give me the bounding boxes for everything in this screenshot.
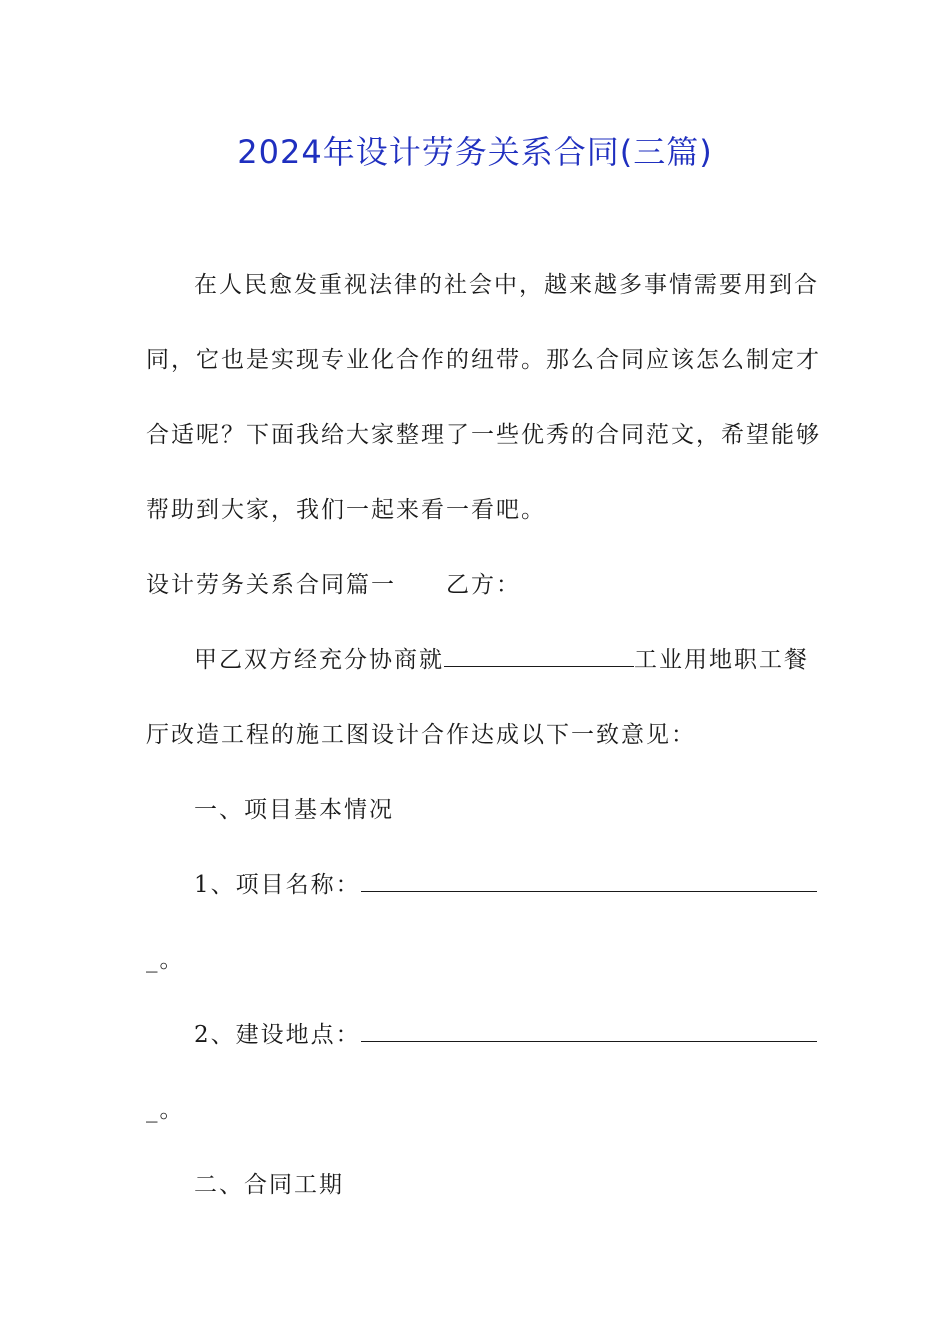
agreement-prefix: 甲乙双方经充分协商就	[194, 647, 444, 673]
section-heading: 设计劳务关系合同篇一	[146, 572, 396, 598]
intro-line-4: 帮助到大家，我们一起来看一看吧。	[146, 497, 546, 523]
section-1-title: 一、项目基本情况	[194, 797, 394, 823]
item-2-label: 2、建设地点：	[194, 1022, 361, 1048]
agreement-line-1	[194, 643, 864, 677]
item-1-end: _。	[146, 947, 185, 973]
section-2-title: 二、合同工期	[194, 1172, 344, 1198]
item-2-line	[194, 1018, 864, 1052]
party-b-label: 乙方：	[446, 572, 521, 598]
item-1-line	[194, 868, 864, 902]
section-heading-line	[146, 568, 816, 602]
intro-line-3: 合适呢？下面我给大家整理了一些优秀的合同范文，希望能够	[146, 422, 821, 448]
intro-line-2: 同，它也是实现专业化合作的纽带。那么合同应该怎么制定才	[146, 347, 821, 373]
agreement-line-2: 厅改造工程的施工图设计合作达成以下一致意见：	[146, 722, 696, 748]
agreement-suffix: 工业用地职工餐	[634, 647, 809, 673]
intro-line-1: 在人民愈发重视法律的社会中，越来越多事情需要用到合	[194, 272, 819, 298]
item-2-end: _。	[146, 1097, 185, 1123]
project-name-field[interactable]	[361, 869, 817, 892]
construction-site-field[interactable]	[361, 1019, 817, 1042]
document-title: 2024年设计劳务关系合同(三篇)	[237, 133, 713, 171]
project-blank-field[interactable]	[444, 644, 634, 667]
item-1-label: 1、项目名称：	[194, 872, 361, 898]
